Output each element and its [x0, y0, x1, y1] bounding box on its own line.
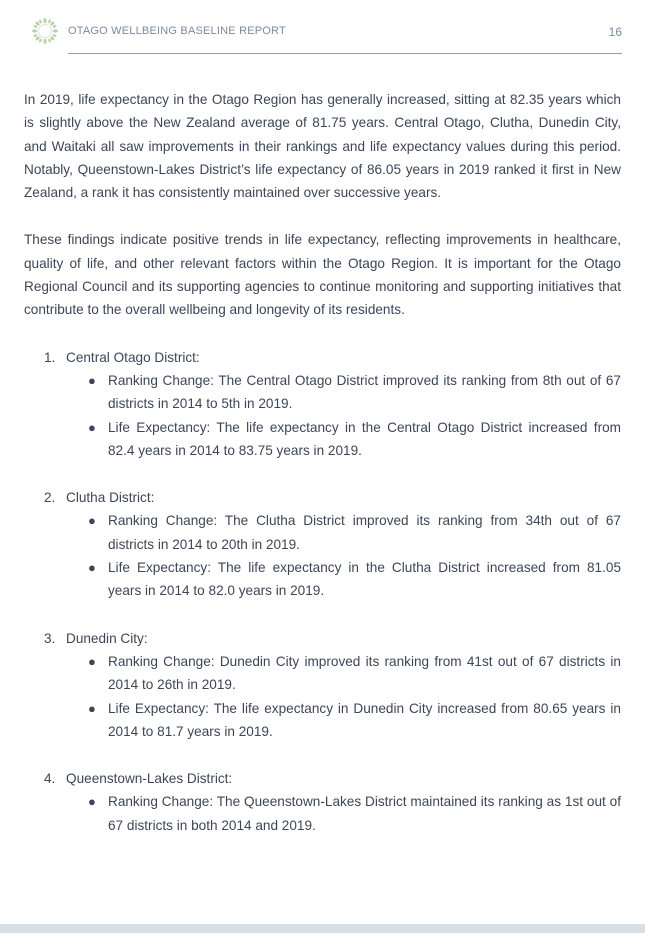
bullet-icon: ●	[88, 372, 96, 388]
bullet-icon: ●	[88, 794, 96, 810]
findings-paragraph: These findings indicate positive trends in life expectancy, reflecting improvements in healthcare, quality of life, and other relevant factors within the Otago Region. It is important for the Otago Regional Council and its supporting agencies to continue monitoring and supporting initiatives that contribute to the overall wellbeing and longevity of its residents.	[24, 232, 621, 318]
bullet-text: Life Expectancy: The life expectancy in the Central Otago District increased from 82.4 years in 2014 to 83.75 years in 2019.	[108, 419, 621, 458]
intro-paragraph: In 2019, life expectancy in the Otago Region has generally increased, sitting at 82.35 years which is slightly above the New Zealand average of 81.75 years. Central Otago, Clutha, Dunedin City, and Waitaki all saw improvements in their rankings and life expectancy values during this period. Notably, Queenstown-Lakes District’s life expectancy of 86.05 years in 2019 ranked it first in New Zealand, a rank it has consistently maintained over successive years.	[24, 92, 621, 201]
list-item	[88, 650, 621, 697]
bullet-list	[24, 509, 621, 602]
district-list	[24, 346, 621, 837]
bullet-icon: ●	[88, 560, 96, 576]
district-item-dunedin-city	[24, 627, 621, 743]
bullet-text: Life Expectancy: The life expectancy in the Clutha District increased from 81.05 years in 2014 to 82.0 years in 2019.	[108, 560, 621, 599]
page-content	[24, 88, 621, 861]
list-number: 4.	[44, 771, 56, 787]
district-name: Dunedin City:	[66, 630, 148, 646]
list-item	[88, 790, 621, 837]
district-name: Central Otago District:	[66, 349, 200, 365]
list-item	[88, 697, 621, 744]
page-header	[0, 0, 645, 56]
bullet-list	[24, 369, 621, 462]
list-item	[88, 509, 621, 556]
bullet-text: Ranking Change: The Queenstown-Lakes District maintained its ranking as 1st out of 67 districts in both 2014 and 2019.	[108, 794, 621, 833]
list-item	[88, 556, 621, 603]
bullet-text: Ranking Change: Dunedin City improved its ranking from 41st out of 67 districts in 2014 to 26th in 2019.	[108, 653, 621, 693]
district-item-clutha	[24, 486, 621, 602]
bullet-text: Ranking Change: The Clutha District improved its ranking from 34th out of 67 districts in 2014 to 20th in 2019.	[108, 513, 621, 552]
page-number: 16	[608, 25, 622, 39]
bullet-list	[24, 650, 621, 743]
bullet-icon: ●	[88, 653, 96, 669]
bullet-text: Life Expectancy: The life expectancy in Dunedin City increased from 80.65 years in 2014 to 81.7 years in 2019.	[108, 700, 621, 739]
district-item-central-otago	[24, 346, 621, 462]
bullet-icon: ●	[88, 700, 96, 716]
list-number: 3.	[44, 630, 56, 646]
list-number: 2.	[44, 490, 56, 506]
list-number: 1.	[44, 349, 56, 365]
district-name: Clutha District:	[66, 490, 155, 506]
district-name: Queenstown-Lakes District:	[66, 771, 233, 787]
district-item-queenstown-lakes	[24, 767, 621, 837]
circular-leaf-wreath-logo-icon	[32, 18, 58, 44]
bullet-text: Ranking Change: The Central Otago District improved its ranking from 8th out of 67 districts in 2014 to 5th in 2019.	[108, 372, 621, 412]
bullet-icon: ●	[88, 419, 96, 435]
list-item	[88, 416, 621, 463]
list-item	[88, 369, 621, 416]
footer-bar	[0, 924, 645, 933]
bullet-icon: ●	[88, 513, 96, 529]
bullet-list	[24, 790, 621, 837]
header-divider	[68, 53, 622, 54]
report-title: OTAGO WELLBEING BASELINE REPORT	[68, 25, 286, 37]
